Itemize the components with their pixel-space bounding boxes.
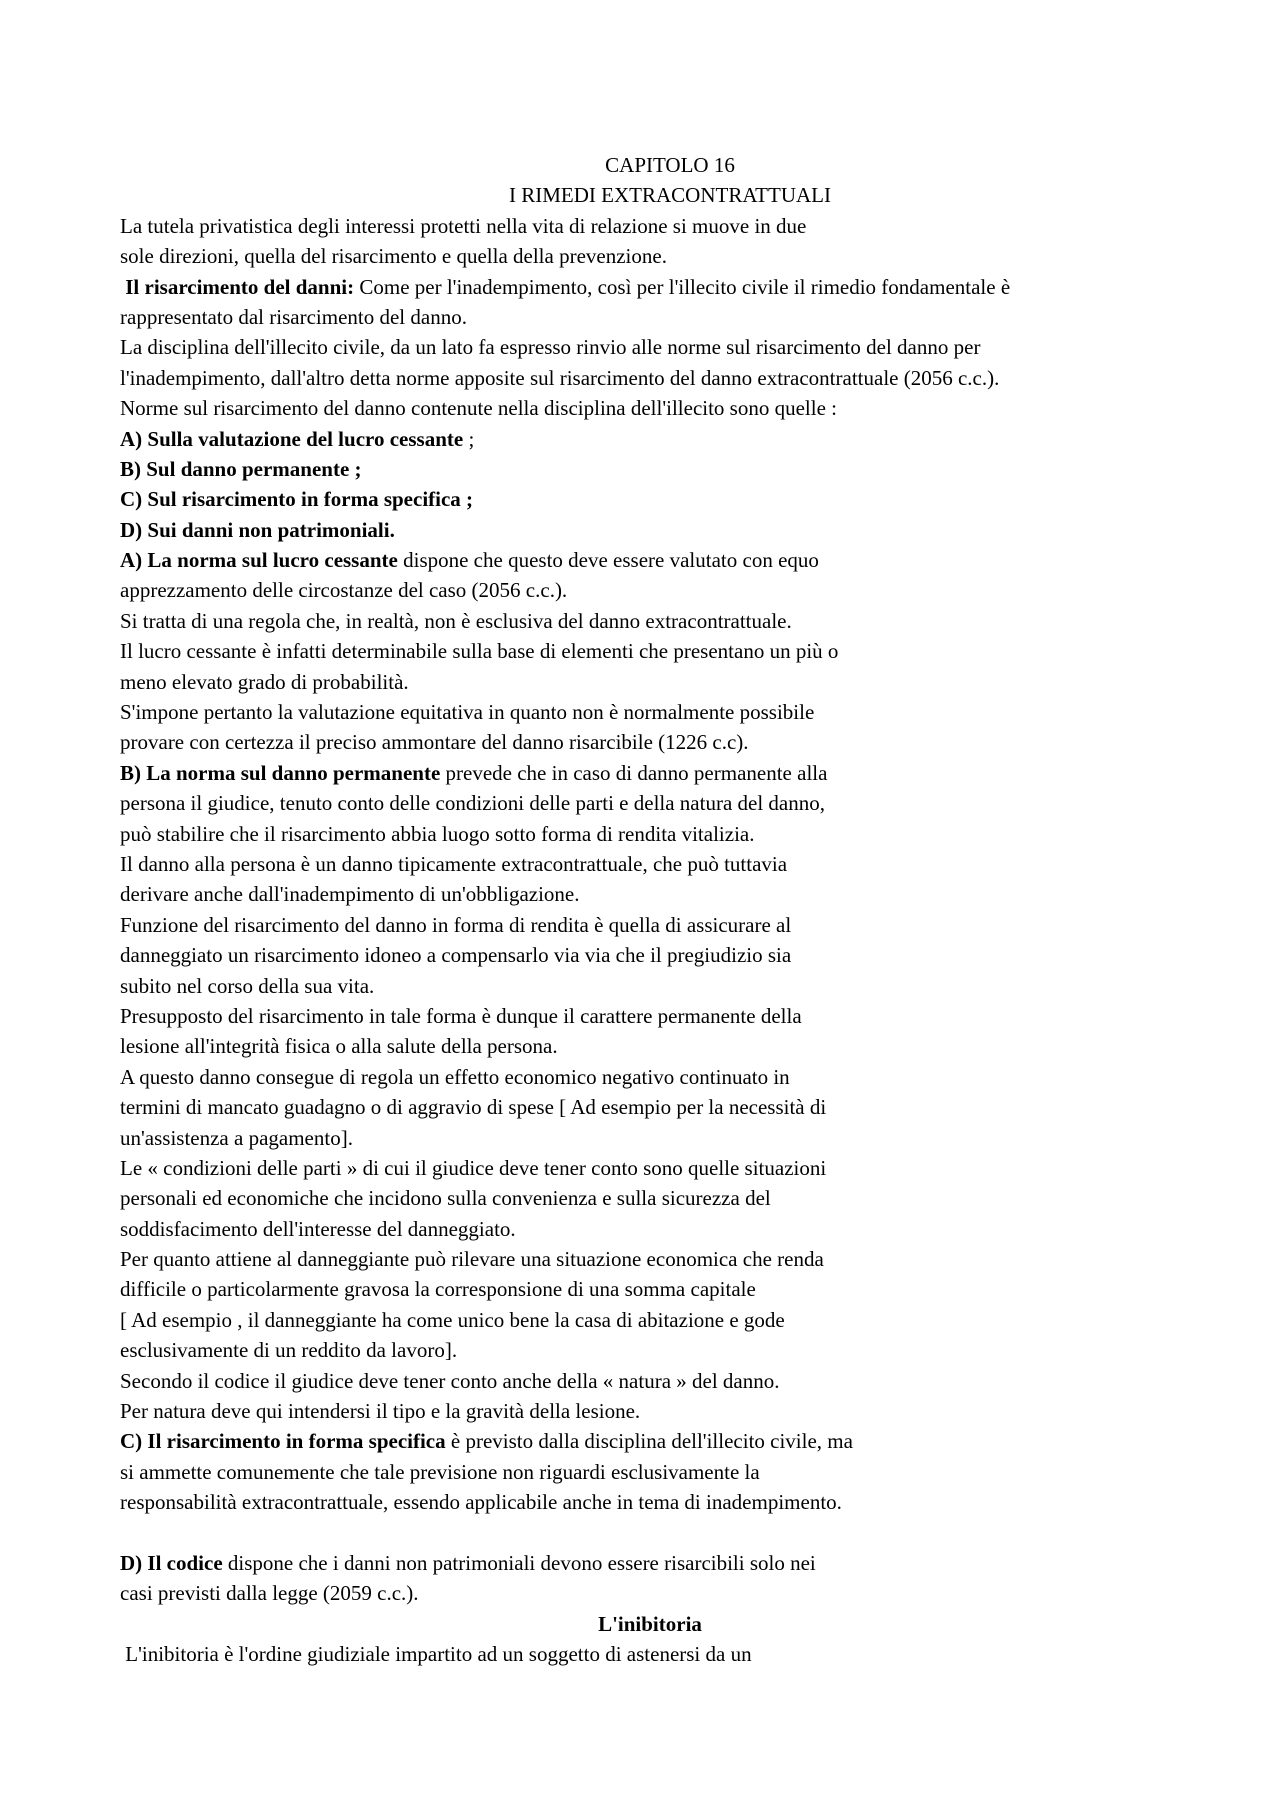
text-line: D) Il codice dispone che i danni non patrimoniali devono essere risarcibili solo nei	[120, 1550, 816, 1575]
list-item: A) Sulla valutazione del lucro cessante ;	[120, 426, 475, 451]
text-line: danneggiato un risarcimento idoneo a compensarlo via via che il pregiudizio sia	[120, 943, 792, 968]
text-line: un'assistenza a pagamento].	[120, 1125, 353, 1150]
text-line: termini di mancato guadagno o di aggravio di spese [ Ad esempio per la necessità di	[120, 1095, 827, 1120]
text-line: Le « condizioni delle parti » di cui il giudice deve tener conto sono quelle situazioni	[120, 1155, 827, 1180]
text-line: Il lucro cessante è infatti determinabile sulla base di elementi che presentano un più o	[120, 639, 839, 664]
text-line: Secondo il codice il giudice deve tener conto anche della « natura » del danno.	[120, 1368, 780, 1393]
document-body	[120, 150, 1180, 1670]
text-line: rappresentato dal risarcimento del danno.	[120, 304, 467, 329]
text-line: Norme sul risarcimento del danno contenute nella disciplina dell'illecito sono quelle :	[120, 396, 838, 421]
text-line: [ Ad esempio , il danneggiante ha come unico bene la casa di abitazione e gode	[120, 1307, 785, 1332]
text-line: Il danno alla persona è un danno tipicamente extracontrattuale, che può tuttavia	[120, 851, 788, 876]
text-line: Per quanto attiene al danneggiante può rilevare una situazione economica che renda	[120, 1247, 824, 1272]
text-line: La tutela privatistica degli interessi protetti nella vita di relazione si muove in due	[120, 213, 807, 238]
text-line: S'impone pertanto la valutazione equitativa in quanto non è normalmente possibile	[120, 700, 815, 725]
text-line: difficile o particolarmente gravosa la corresponsione di una somma capitale	[120, 1277, 756, 1302]
text-line: A questo danno consegue di regola un effetto economico negativo continuato in	[120, 1064, 790, 1089]
text-line: La disciplina dell'illecito civile, da un lato fa espresso rinvio alle norme sul risarcimento del danno per	[120, 335, 981, 360]
text-line: lesione all'integrità fisica o alla salute della persona.	[120, 1034, 558, 1059]
text-line: persona il giudice, tenuto conto delle condizioni delle parti e della natura del danno,	[120, 791, 826, 816]
text-line: personali ed economiche che incidono sulla convenienza e sulla sicurezza del	[120, 1186, 771, 1211]
blank-line	[120, 1518, 1180, 1548]
text-line: Presupposto del risarcimento in tale forma è dunque il carattere permanente della	[120, 1003, 802, 1028]
text-line: Si tratta di una regola che, in realtà, non è esclusiva del danno extracontrattuale.	[120, 608, 792, 633]
chapter-number: CAPITOLO 16	[605, 153, 735, 177]
text-line: derivare anche dall'inadempimento di un'obbligazione.	[120, 882, 580, 907]
text-line: sole direzioni, quella del risarcimento e quella della prevenzione.	[120, 244, 667, 269]
section-heading: Il risarcimento del danni:	[125, 274, 355, 299]
text-line: provare con certezza il preciso ammontare del danno risarcibile (1226 c.c).	[120, 730, 749, 755]
text-line: Funzione del risarcimento del danno in forma di rendita è quella di assicurare al	[120, 912, 792, 937]
text-line: meno elevato grado di probabilità.	[120, 669, 409, 694]
list-item: D) Sui danni non patrimoniali.	[120, 517, 395, 542]
text-line: Per natura deve qui intendersi il tipo e la gravità della lesione.	[120, 1399, 641, 1424]
text-line: si ammette comunemente che tale previsione non riguardi esclusivamente la	[120, 1459, 760, 1484]
text-line: L'inibitoria è l'ordine giudiziale impartito ad un soggetto di astenersi da un	[125, 1642, 752, 1667]
text-line: casi previsti dalla legge (2059 c.c.).	[120, 1581, 419, 1606]
text-line: apprezzamento delle circostanze del caso (2056 c.c.).	[120, 578, 568, 603]
chapter-title: I RIMEDI EXTRACONTRATTUALI	[509, 183, 831, 208]
text-line: l'inadempimento, dall'altro detta norme apposite sul risarcimento del danno extracontrattuale (2056 c.c.).	[120, 365, 1000, 390]
list-item: B) Sul danno permanente ;	[120, 456, 362, 481]
text-line: A) La norma sul lucro cessante dispone che questo deve essere valutato con equo	[120, 548, 819, 573]
text-line: responsabilità extracontrattuale, essendo applicabile anche in tema di inadempimento.	[120, 1490, 842, 1515]
text-line: può stabilire che il risarcimento abbia luogo sotto forma di rendita vitalizia.	[120, 821, 755, 846]
text-line: subito nel corso della sua vita.	[120, 973, 375, 998]
text-line: Il risarcimento del danni: Come per l'inadempimento, così per l'illecito civile il rimedio fondamentale è	[125, 274, 1011, 299]
text-line: C) Il risarcimento in forma specifica è previsto dalla disciplina dell'illecito civile, ma	[120, 1429, 853, 1454]
text-line: soddisfacimento dell'interesse del danneggiato.	[120, 1216, 516, 1241]
list-item: C) Sul risarcimento in forma specifica ;	[120, 487, 474, 512]
section-subheading: L'inibitoria	[598, 1611, 702, 1636]
text-line: B) La norma sul danno permanente prevede che in caso di danno permanente alla	[120, 760, 828, 785]
text-line: esclusivamente di un reddito da lavoro].	[120, 1338, 458, 1363]
